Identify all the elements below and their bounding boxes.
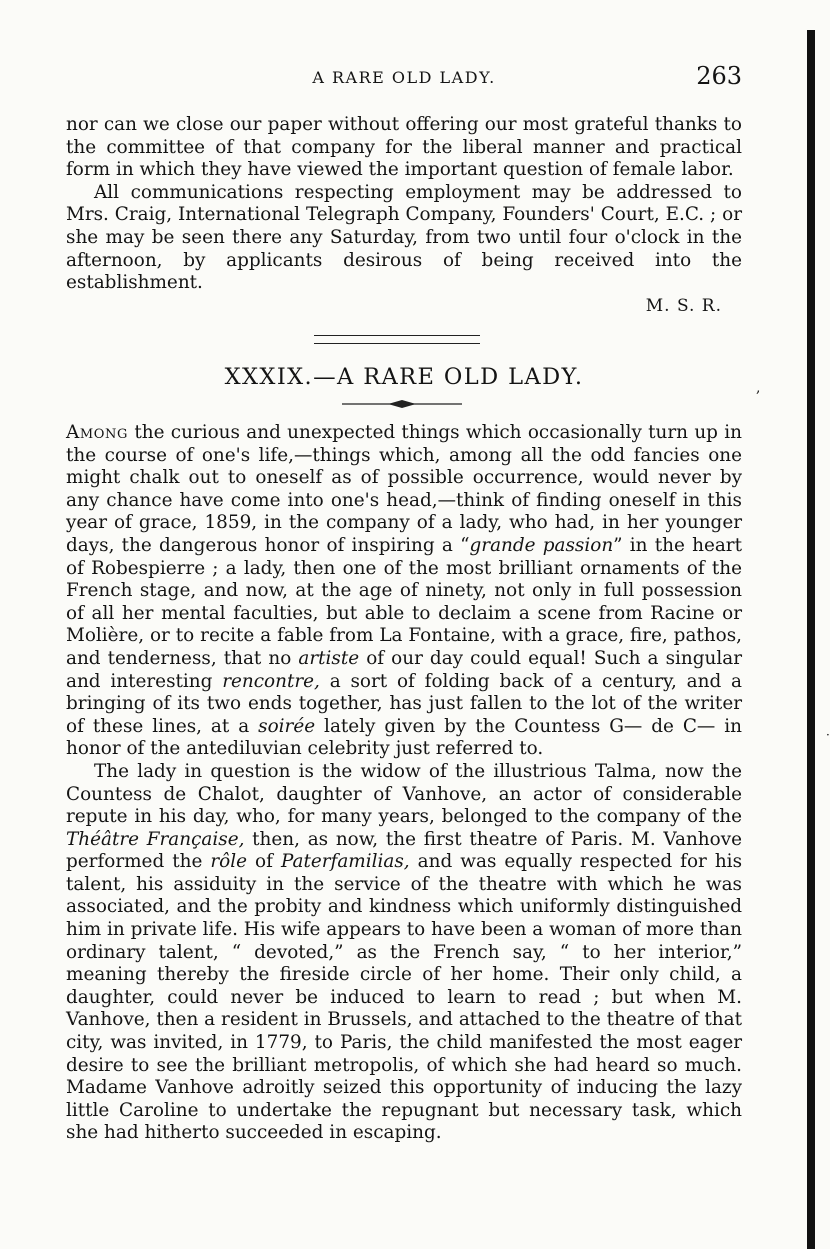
paragraph: The lady in question is the widow of the illustrious Talma, now the Countess de Chalot, daughter of Vanhove, an actor of considerable repute in his day, who, for many years, belonged to the company of the Théâtre Française, then, as now, the first theatre of Paris. M. Vanhove performed the rôle of Paterfamilias, and was equally respected for his talent, his assiduity in the service of the theatre with which he was associated, and the probity and kindness which uniformly distinguished him in private life. His wife appears to have been a woman of more than ordinary talent, “ devoted,” as the French say, “ to her interior,” meaning thereby the fireside circle of her home. Their only child, a daughter, could never be induced to learn to read ; but when M. Vanhove, then a resident in Brussels, and attached to the theatre of that city, was invited, in 1779, to Paris, the child manifested the most eager desire to see the brilliant metropolis, of which she had heard so much. Madame Vanhove adroitly seized this opportunity of inducing the lazy little Caroline to undertake the repugnant but necessary task, which she had hitherto succeeded in escaping. [66, 760, 743, 1144]
section-divider [314, 335, 480, 344]
previous-article-ending [66, 114, 742, 316]
page-number: 263 [696, 62, 742, 90]
paragraph: All communications respecting employment may be addressed to Mrs. Craig, International Telegraph Company, Founders' Court, E.C. ; or she may be seen there any Saturday, from two until four o'clock in the afternoon, by applicants desirous of being received into the establishment. [66, 181, 742, 294]
running-title: A RARE OLD LADY. [312, 68, 496, 87]
chapter-title: XXXIX.—A RARE OLD LADY. [224, 364, 584, 390]
author-signature: M. S. R. [645, 295, 722, 316]
ornament-divider-icon [342, 398, 462, 410]
paragraph: nor can we close our paper without offering our most grateful thanks to the committee of that company for the liberal manner and practical form in which they have viewed the important question of female labor. [66, 114, 742, 181]
page-edge-shadow [807, 30, 815, 1249]
stray-dot: · [826, 728, 830, 742]
opening-word: Among [66, 422, 129, 443]
paragraph: Among the curious and unexpected things which occasionally turn up in the course of one's life,—things which, among all the odd fancies one might chalk out to oneself as of possible occurrence, would never by any chance have come into one's head,—think of finding oneself in this year of grace, 1859, in the company of a lady, who had, in her younger days, the dangerous honor of inspiring a “grande passion” in the heart of Robespierre ; a lady, then one of the most brilliant ornaments of the French stage, and now, at the age of ninety, not only in full possession of all her mental faculties, but able to declaim a scene from Racine or Molière, or to recite a fable from La Fontaine, with a grace, fire, pathos, and tenderness, that no artiste of our day could equal! Such a singular and interesting rencontre, a sort of folding back of a century, and a bringing of its two ends together, has just fallen to the lot of the writer of these lines, at a soirée lately given by the Countess G— de C— in honor of the antediluvian celebrity just referred to. [66, 422, 742, 760]
running-head [66, 62, 742, 92]
stray-mark: , [756, 380, 761, 396]
article-body [66, 422, 742, 1145]
